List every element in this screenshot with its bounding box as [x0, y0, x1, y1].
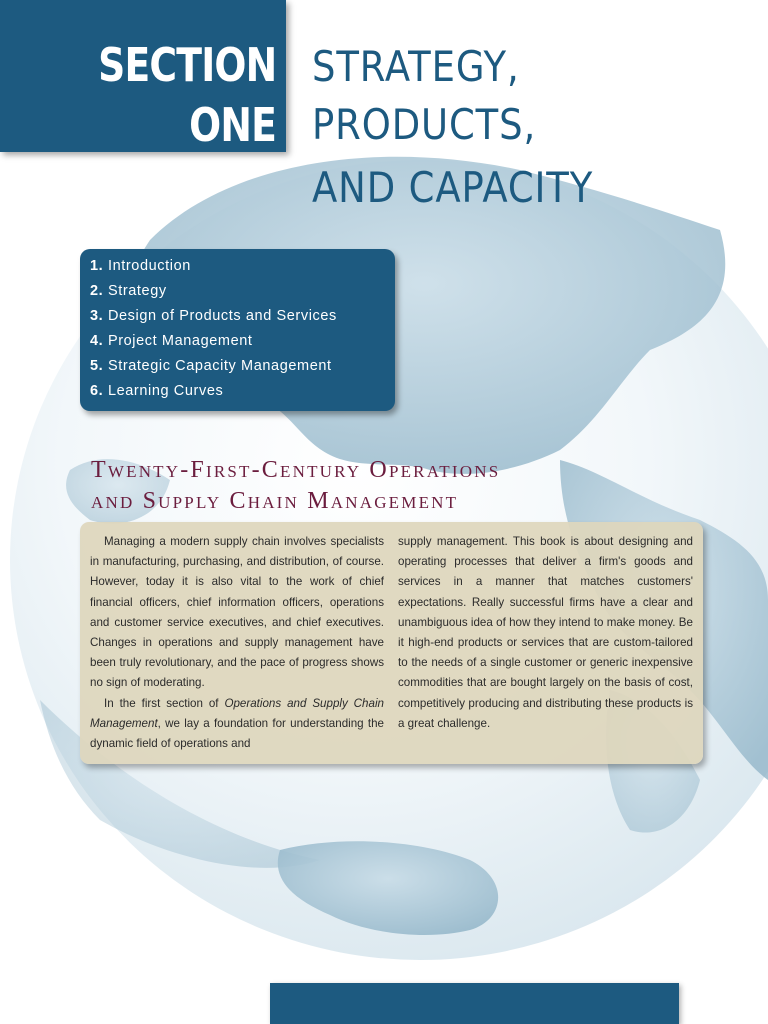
- chapter-list: [80, 249, 395, 406]
- chapter-title: Learning Curves: [107, 383, 224, 399]
- chapter-item: [90, 381, 395, 406]
- chapter-number: 6.: [90, 383, 104, 399]
- intro-paragraph-2-end: , we lay a foundation for understanding the dynamic field of operations and: [90, 716, 384, 751]
- chapter-title: Strategic Capacity Management: [107, 358, 332, 374]
- section-title-line1: STRATEGY,: [312, 42, 520, 91]
- chapter-item: [90, 256, 395, 281]
- chapter-number: 3.: [90, 308, 104, 324]
- intro-paragraph-1: Managing a modern supply chain involves specialists in manufacturing, purchasing, and distribution, of course. However, today it is also vital to the work of chief financial officers, chief information officers, operations and customer service executives, and chief executives. Changes in operations and supply management have been truly revolutionary, and the pace of progress shows no sign of moderating.: [90, 535, 384, 690]
- section-heading-line2: and Supply Chain Management: [91, 488, 459, 514]
- intro-left-column: [90, 532, 384, 754]
- chapter-number: 4.: [90, 333, 104, 349]
- bottom-accent-bar: [270, 983, 679, 1024]
- chapter-item: [90, 356, 395, 381]
- intro-paragraph-2-start: In the first section of: [104, 696, 225, 710]
- intro-paragraph-2-continued: supply management. This book is about designing and operating processes that deliver a firm's goods and services in a manner that matches customers' expectations. Really successful firms have a clear and unambiguous idea of how they intend to make money. Be it high-end products or services that are custom-tailored to the needs of a single customer or generic inexpensive commodities that are bought largely on the basis of cost, competitively producing and distributing these products is a great challenge.: [398, 535, 693, 730]
- section-title-line2: PRODUCTS,: [312, 100, 537, 149]
- chapter-title: Design of Products and Services: [107, 308, 337, 324]
- book-title-italic: Operations and Supply Chain Management: [90, 696, 384, 730]
- section-label-line2: ONE: [189, 98, 276, 152]
- intro-text-box: [80, 522, 703, 764]
- section-heading: [91, 455, 500, 517]
- chapter-number: 5.: [90, 358, 104, 374]
- section-label-line1: SECTION: [97, 38, 276, 92]
- intro-paragraph-2: [90, 694, 384, 755]
- section-label-box: [0, 0, 286, 152]
- chapter-number: 1.: [90, 258, 104, 274]
- chapter-list-box: [80, 249, 395, 411]
- section-heading-line1: Twenty-First-Century Operations: [91, 457, 501, 483]
- chapter-item: [90, 281, 395, 306]
- chapter-title: Introduction: [107, 258, 191, 274]
- chapter-item: [90, 306, 395, 331]
- chapter-number: 2.: [90, 283, 104, 299]
- chapter-item: [90, 331, 395, 356]
- chapter-title: Project Management: [107, 333, 253, 349]
- section-title-line3: AND CAPACITY: [312, 163, 594, 212]
- chapter-title: Strategy: [107, 283, 167, 299]
- intro-right-column: [398, 532, 693, 734]
